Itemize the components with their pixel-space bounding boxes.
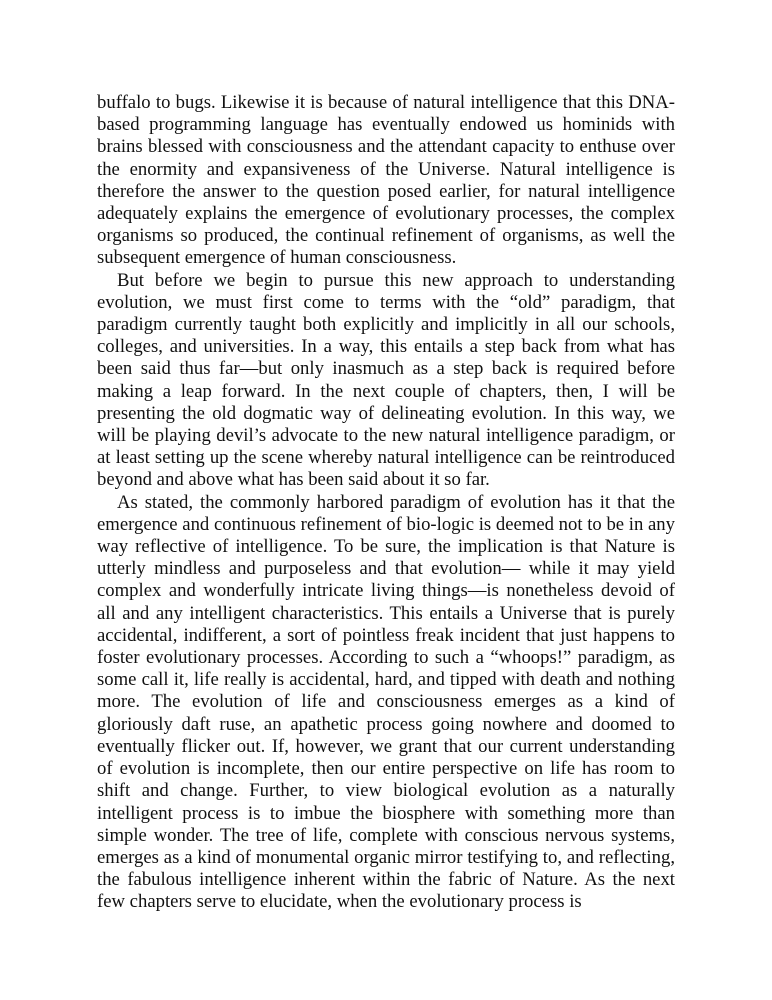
paragraph-old-paradigm: But before we begin to pursue this new approach to understanding evolution, we must first come to terms with the “old” paradigm, that paradigm currently taught both explicitly and implicitly in all our schools, colleges, and universities. In a way, this entails a step back from what has been said thus far—but only inasmuch as a step back is required before making a leap forward. In the next couple of chapters, then, I will be presenting the old dogmatic way of delineating evolution. In this way, we will be playing devil’s advocate to the new natural intelligence paradigm, or at least setting up the scene whereby natural intelligence can be reintroduced beyond and above what has been said about it so far. [97, 269, 675, 491]
paragraph-commonly-harbored-paradigm: As stated, the commonly harbored paradigm of evolution has it that the emergence and continuous refinement of bio-logic is deemed not to be in any way reflective of intelligence. To be sure, the implication is that Nature is utterly mindless and purposeless and that evolution— while it may yield complex and wonderfully intricate living things—is nonetheless devoid of all and any intelligent characteristics. This entails a Universe that is purely accidental, indifferent, a sort of pointless freak incident that just happens to foster evolutionary processes. According to such a “whoops!” paradigm, as some call it, life really is accidental, hard, and tipped with death and nothing more. The evolution of life and consciousness emerges as a kind of gloriously daft ruse, an apathetic process going nowhere and doomed to eventually flicker out. If, however, we grant that our current understanding of evolution is incomplete, then our entire perspective on life has room to shift and change. Further, to view biological evolution as a naturally intelligent process is to imbue the biosphere with something more than simple wonder. The tree of life, complete with conscious nervous systems, emerges as a kind of monumental organic mirror testifying to, and reflecting, the fabulous intelligence inherent within the fabric of Nature. As the next few chapters serve to elucidate, when the evolutionary process is [97, 491, 675, 913]
document-page [97, 92, 675, 914]
paragraph-continuation: buffalo to bugs. Likewise it is because of natural intelligence that this DNA-based programming language has eventually endowed us hominids with brains blessed with consciousness and the attendant capacity to enthuse over the enormity and expansiveness of the Universe. Natural intelligence is therefore the answer to the question posed earlier, for natural intelligence adequately explains the emergence of evolutionary processes, the complex organisms so produced, the continual refinement of organisms, as well the subsequent emergence of human consciousness. [97, 92, 675, 269]
